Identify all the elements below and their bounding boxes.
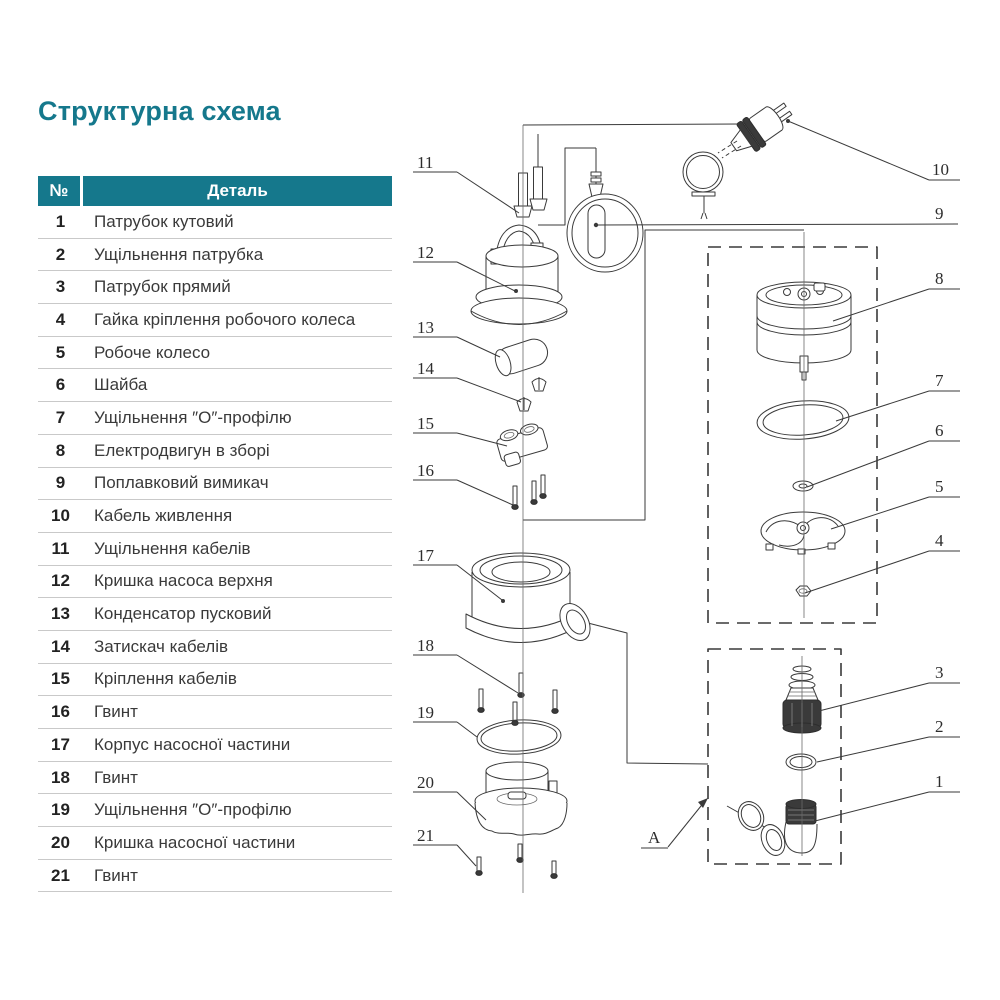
row-part-name: Гвинт xyxy=(94,702,138,722)
table-row xyxy=(38,631,392,664)
row-number: 11 xyxy=(51,538,70,558)
row-number: 1 xyxy=(55,211,66,231)
row-number: 6 xyxy=(55,375,66,395)
callout-13: 13 xyxy=(417,318,434,337)
callout-15: 15 xyxy=(417,414,434,433)
table-row xyxy=(38,533,392,566)
pump-housing-17 xyxy=(466,553,596,646)
row-part-name: Ущільнення ″О″-профілю xyxy=(94,800,292,820)
table-row xyxy=(38,762,392,795)
table-row xyxy=(38,664,392,697)
table-row xyxy=(38,566,392,599)
row-part-name: Електродвигун в зборі xyxy=(94,440,270,460)
elbow-connector-1 xyxy=(727,797,817,859)
bottom-cover-20 xyxy=(475,762,567,835)
callout-21: 21 xyxy=(417,826,434,845)
table-row xyxy=(38,369,392,402)
table-header-num: № xyxy=(38,176,83,206)
callout-10: 10 xyxy=(932,160,949,179)
row-part-name: Поплавковий вимикач xyxy=(94,473,269,493)
row-part-name: Патрубок прямий xyxy=(94,277,231,297)
callout-18: 18 xyxy=(417,636,434,655)
row-part-name: Гайка кріплення робочого колеса xyxy=(94,309,356,329)
cable-clamps-14 xyxy=(517,377,546,411)
assembly-link-line xyxy=(523,230,804,520)
float-switch xyxy=(567,148,643,272)
row-number: 21 xyxy=(51,865,70,885)
upper-cover-12 xyxy=(471,225,567,325)
screws-18 xyxy=(478,673,558,725)
callout-16: 16 xyxy=(417,461,434,480)
table-row xyxy=(38,468,392,501)
row-number: 13 xyxy=(51,604,70,624)
impeller-5 xyxy=(761,512,845,554)
table-row xyxy=(38,860,392,893)
callout-19: 19 xyxy=(417,703,434,722)
row-number: 16 xyxy=(51,702,70,722)
power-plug xyxy=(683,95,798,219)
row-number: 8 xyxy=(55,440,66,460)
table-body xyxy=(38,206,392,892)
callout-2: 2 xyxy=(935,717,944,736)
callout-17: 17 xyxy=(417,546,434,565)
detail-a-label xyxy=(641,798,708,848)
row-number: 10 xyxy=(51,506,70,526)
callout-4: 4 xyxy=(935,531,944,550)
row-number: 18 xyxy=(51,767,70,787)
table-row xyxy=(38,696,392,729)
table-row xyxy=(38,402,392,435)
row-part-name: Ущільнення ″О″-профілю xyxy=(94,407,292,427)
callout-5: 5 xyxy=(935,477,944,496)
row-number: 15 xyxy=(51,669,70,689)
row-part-name: Шайба xyxy=(94,375,148,395)
callout-8: 8 xyxy=(935,269,944,288)
page-title: Структурна схема xyxy=(38,96,281,126)
o-ring-19 xyxy=(476,718,562,756)
table-header-part: Деталь xyxy=(207,181,268,200)
row-part-name: Корпус насосної частини xyxy=(94,734,291,754)
callout-7: 7 xyxy=(935,371,944,390)
table-row xyxy=(38,239,392,272)
table-header xyxy=(38,176,392,206)
detail-a-link-line xyxy=(584,622,708,764)
callout-1: 1 xyxy=(935,772,944,791)
capacitor-13 xyxy=(492,336,551,378)
connector-o-ring-2 xyxy=(786,754,816,770)
row-part-name: Патрубок кутовий xyxy=(94,211,234,231)
row-number: 9 xyxy=(55,473,66,493)
row-number: 19 xyxy=(51,800,70,820)
row-part-name: Ущільнення кабелів xyxy=(94,538,251,558)
row-number: 5 xyxy=(55,342,66,362)
row-number: 3 xyxy=(55,277,66,297)
impeller-nut-4 xyxy=(796,586,811,596)
parts-table xyxy=(38,176,392,892)
callout-11: 11 xyxy=(417,153,434,172)
o-ring-7 xyxy=(756,398,850,442)
table-row xyxy=(38,729,392,762)
row-part-name: Кришка насосної частини xyxy=(94,832,296,852)
callout-20: 20 xyxy=(417,773,434,792)
table-row xyxy=(38,271,392,304)
table-row xyxy=(38,598,392,631)
callout-3: 3 xyxy=(935,663,944,682)
table-row xyxy=(38,500,392,533)
row-part-name: Кріплення кабелів xyxy=(94,669,237,689)
callout-detail-a: A xyxy=(648,828,661,847)
exploded-diagram xyxy=(400,30,1000,960)
row-number: 14 xyxy=(51,636,70,656)
row-number: 7 xyxy=(55,407,66,427)
row-number: 20 xyxy=(51,832,70,852)
row-part-name: Конденсатор пусковий xyxy=(94,604,272,624)
row-number: 17 xyxy=(51,734,70,754)
callout-12: 12 xyxy=(417,243,434,262)
row-part-name: Кабель живлення xyxy=(94,506,233,526)
row-number: 2 xyxy=(55,244,66,264)
row-part-name: Кришка насоса верхня xyxy=(94,571,273,591)
cable-glands-11 xyxy=(514,134,547,217)
row-number: 12 xyxy=(51,571,70,591)
screws-21 xyxy=(476,844,557,878)
row-part-name: Робоче колесо xyxy=(94,342,211,362)
table-row xyxy=(38,206,392,239)
screws-16 xyxy=(512,475,546,509)
callout-6: 6 xyxy=(935,421,944,440)
row-number: 4 xyxy=(55,309,66,329)
callout-14: 14 xyxy=(417,359,434,378)
row-part-name: Затискач кабелів xyxy=(94,636,229,656)
table-row xyxy=(38,435,392,468)
row-part-name: Ущільнення патрубка xyxy=(94,244,264,264)
table-row xyxy=(38,304,392,337)
callouts-right xyxy=(594,119,960,821)
table-row xyxy=(38,794,392,827)
table-row xyxy=(38,337,392,370)
row-part-name: Гвинт xyxy=(94,767,138,787)
table-row xyxy=(38,827,392,860)
callout-9: 9 xyxy=(935,204,944,223)
row-part-name: Гвинт xyxy=(94,865,138,885)
